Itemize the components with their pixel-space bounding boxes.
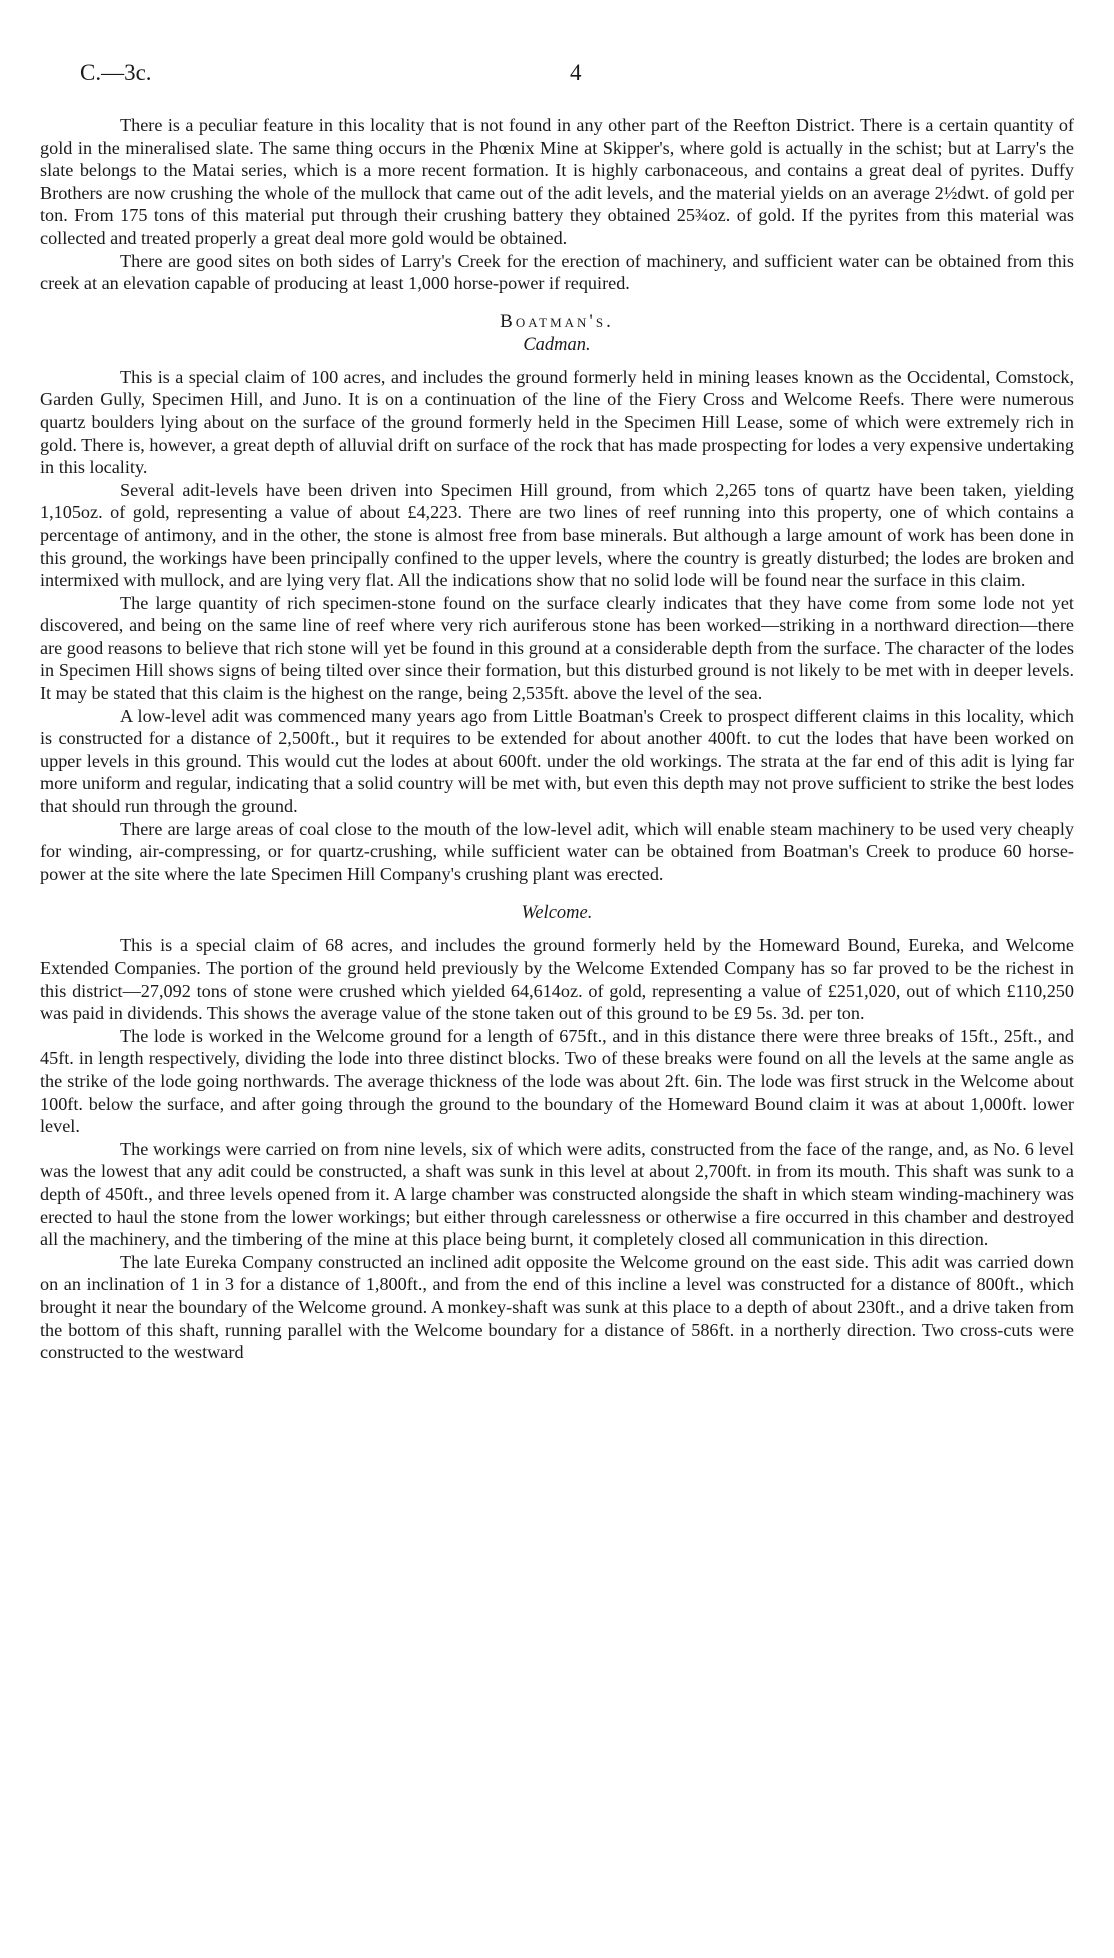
paragraph: The large quantity of rich specimen-stone found on the surface clearly indicates that they have come from some lode not yet discovered, and being on the same line of reef where very rich auriferous stone has been worked—striking in a northward direction—there are good reasons to believe that rich stone will yet be found in this ground at a considerable depth from the surface. The character of the lodes in Specimen Hill shows signs of being tilted over since their formation, but this disturbed ground is not likely to be met with in deeper levels. It may be stated that this claim is the highest on the range, being 2,535ft. above the level of the sea.	[40, 592, 1074, 704]
paragraph: The lode is worked in the Welcome ground for a length of 675ft., and in this distance there were three breaks of 15ft., 25ft., and 45ft. in length respectively, dividing the lode into three distinct blocks. Two of these breaks were found on all the levels at the same angle as the strike of the lode going northwards. The average thickness of the lode was about 2ft. 6in. The lode was first struck in the Welcome about 100ft. below the surface, and after going through the ground to the boundary of the Homeward Bound claim it was at about 1,000ft. lower level.	[40, 1025, 1074, 1137]
running-head	[40, 56, 1074, 96]
page-number: 4	[570, 60, 582, 85]
subsection-heading-cadman: Cadman.	[523, 334, 591, 355]
body-text	[40, 114, 1074, 1364]
paragraph: There are large areas of coal close to the mouth of the low-level adit, which will enable steam machinery to be used very cheaply for winding, air-compressing, or for quartz-crushing, while sufficient water can be obtained from Boatman's Creek to produce 60 horse-power at the site where the late Specimen Hill Company's crushing plant was erected.	[40, 818, 1074, 884]
paragraph: This is a special claim of 100 acres, and includes the ground formerly held in mining leases known as the Occidental, Comstock, Garden Gully, Specimen Hill, and Juno. It is on a continuation of the line of the Fiery Cross and Welcome Reefs. There were numerous quartz boulders lying about on the surface of the ground formerly held in the Specimen Hill Lease, some of which were extremely rich in gold. There is, however, a great depth of alluvial drift on surface of the rock that has made prospecting for lodes a very expensive undertaking in this locality.	[40, 366, 1074, 478]
paragraph: The late Eureka Company constructed an inclined adit opposite the Welcome ground on the east side. This adit was carried down on an inclination of 1 in 3 for a distance of 1,800ft., and from the end of this incline a level was constructed for a distance of 800ft., which brought it near the boundary of the Welcome ground. A monkey-shaft was sunk at this place to a depth of about 230ft., and a drive taken from the bottom of this shaft, running parallel with the Welcome boundary for a distance of 586ft. in a northerly direction. Two cross-cuts were constructed to the westward	[40, 1251, 1074, 1363]
paragraph: A low-level adit was commenced many years ago from Little Boatman's Creek to prospect different claims in this locality, which is constructed for a distance of 2,500ft., but it requires to be extended for about another 400ft. to cut the lodes that have been worked on upper levels in this ground. This would cut the lodes at about 600ft. under the old workings. The strata at the far end of this adit is lying far more uniform and regular, indicating that a solid country will be met with, but even this depth may not prove sufficient to strike the best lodes that should run through the ground.	[40, 705, 1074, 817]
document-reference: C.—3c.	[80, 60, 152, 85]
section-heading: Boatman's.	[500, 310, 614, 332]
paragraph: Several adit-levels have been driven into Specimen Hill ground, from which 2,265 tons of quartz have been taken, yielding 1,105oz. of gold, representing a value of about £4,223. There are two lines of reef running into this property, one of which contains a percentage of antimony, and in the other, the stone is almost free from base minerals. But although a large amount of work has been done in this ground, the workings have been principally confined to the upper levels, where the country is greatly disturbed; the lodes are broken and intermixed with mullock, and are lying very flat. All the indications show that no solid lode will be found near the surface in this claim.	[40, 479, 1074, 591]
paragraph: This is a special claim of 68 acres, and includes the ground formerly held by the Homeward Bound, Eureka, and Welcome Extended Companies. The portion of the ground held previously by the Welcome Extended Company has so far proved to be the richest in this district—27,092 tons of stone were crushed which yielded 64,614oz. of gold, representing a value of £251,020, out of which £110,250 was paid in dividends. This shows the average value of the stone taken out of this ground to be £9 5s. 3d. per ton.	[40, 935, 1074, 1024]
paragraph: The workings were carried on from nine levels, six of which were adits, constructed from the face of the range, and, as No. 6 level was the lowest that any adit could be constructed, a shaft was sunk in this level at about 2,700ft. in from its mouth. This shaft was sunk to a depth of 450ft., and three levels opened from it. A large chamber was constructed alongside the shaft in which steam winding-machinery was erected to haul the stone from the lower workings; but either through carelessness or otherwise a fire occurred in this chamber and destroyed all the machinery, and the timbering of the mine at this place being burnt, it completely closed all communication in this direction.	[40, 1138, 1074, 1250]
paragraph: There are good sites on both sides of Larry's Creek for the erection of machinery, and sufficient water can be obtained from this creek at an elevation capable of producing at least 1,000 horse-power if required.	[40, 250, 1074, 294]
subsection-heading-welcome: Welcome.	[521, 903, 593, 924]
paragraph: There is a peculiar feature in this locality that is not found in any other part of the Reefton District. There is a certain quantity of gold in the mineralised slate. The same thing occurs in the Phœnix Mine at Skipper's, where gold is actually in the schist; but at Larry's the slate belongs to the Matai series, which is a more recent formation. It is highly carbonaceous, and contains a great deal of pyrites. Duffy Brothers are now crushing the whole of the mullock that came out of the adit levels, and the material yields on an average 2½dwt. of gold per ton. From 175 tons of this material put through their crushing battery they obtained 25¾oz. of gold. If the pyrites from this material was collected and treated properly a great deal more gold would be obtained.	[40, 115, 1074, 248]
document-page	[40, 56, 1074, 1364]
